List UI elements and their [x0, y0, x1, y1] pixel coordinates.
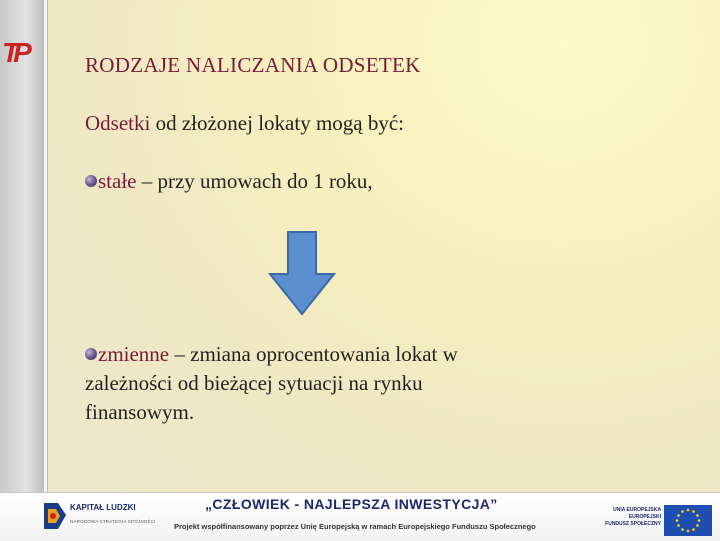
eu-line3: FUNDUSZ SPOŁECZNY — [605, 521, 661, 527]
footer-project-text: Projekt współfinansowany poprzez Unię Europejską w ramach Europejskiego Funduszu Społecznego — [174, 522, 536, 531]
footer-bar — [0, 492, 720, 541]
list-item-variable — [85, 340, 525, 427]
kapital-ludzki-subtitle: NARODOWA STRATEGIA SPÓJNOŚCI — [70, 519, 156, 524]
footer-slogan: „CZŁOWIEK - NAJLEPSZA INWESTYCJA” — [205, 496, 498, 512]
item2-rest: – zmiana oprocentowania lokat w zależności od bieżącej sytuacji na rynku finansowym. — [85, 342, 458, 424]
item1-rest: – przy umowach do 1 roku, — [136, 169, 373, 193]
down-arrow-icon — [268, 230, 336, 316]
sphere-bullet-icon — [85, 348, 97, 360]
sphere-bullet-icon — [85, 175, 97, 187]
item1-keyword: stałe — [98, 169, 137, 193]
eu-line1: UNIA EUROPEJSKA — [613, 507, 661, 513]
list-item-fixed — [85, 167, 373, 196]
eu-line2: EUROPEJSKI — [628, 514, 661, 520]
item2-keyword: zmienne — [98, 342, 170, 366]
kapital-ludzki-name: KAPITAŁ LUDZKI — [70, 503, 136, 512]
left-sidebar-bar — [0, 0, 45, 492]
eu-flag-icon — [664, 505, 712, 536]
slide-title: RODZAJE NALICZANIA ODSETEK — [85, 53, 421, 77]
tp-logo: TP — [2, 37, 26, 68]
intro-keyword: Odsetki — [85, 111, 151, 135]
eu-text — [601, 507, 661, 528]
intro-text — [85, 111, 404, 136]
kapital-ludzki-logo-icon — [40, 499, 70, 533]
intro-rest: od złożonej lokaty mogą być: — [150, 111, 405, 135]
